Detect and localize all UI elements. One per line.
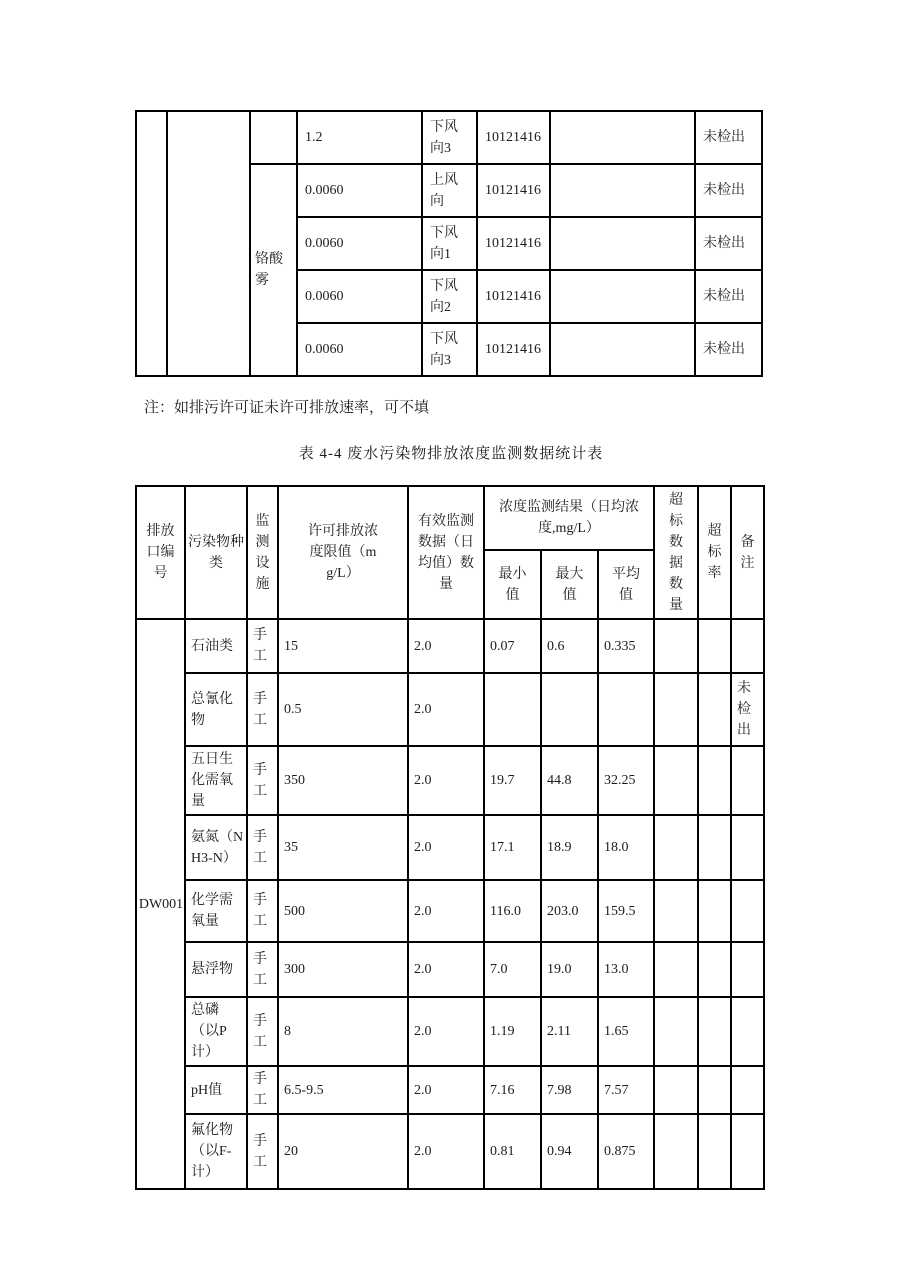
avg-cell: 159.5 [598,880,654,942]
remark-cell [731,815,764,880]
exceed-count-cell [654,673,698,746]
dates-cell: 10121416 [477,323,550,376]
header-exceed-count [654,486,698,619]
header-avg [598,550,654,619]
count-cell: 2.0 [408,1066,484,1114]
max-cell: 18.9 [541,815,598,880]
avg-cell: 0.875 [598,1114,654,1189]
facility-cell: 手工 [247,1066,278,1114]
document-page [135,0,767,1190]
header-text: 超标数据数量 [668,492,683,613]
exceed-rate-cell [698,815,731,880]
exceed-rate-cell [698,619,731,673]
avg-cell: 1.65 [598,997,654,1066]
facility-cell: 手工 [247,997,278,1066]
cell-text: 下风向3 [430,119,458,156]
max-cell: 203.0 [541,880,598,942]
max-cell: 2.11 [541,997,598,1066]
remark-cell [731,1114,764,1189]
outlet-id-cell: DW001 [136,619,185,1189]
header-text: 监测设施 [255,513,270,592]
limit-cell: 300 [278,942,408,997]
avg-cell: 7.57 [598,1066,654,1114]
exceed-rate-cell [698,673,731,746]
avg-cell: 32.25 [598,746,654,815]
sampling-position-cell [422,217,477,270]
limit-cell: 35 [278,815,408,880]
remark-cell: 未检出 [695,323,762,376]
limit-cell: 0.5 [278,673,408,746]
table-row [136,942,764,997]
air-emission-monitoring-table [135,110,763,377]
rate-limit-cell: 0.0060 [297,164,422,217]
limit-cell: 8 [278,997,408,1066]
avg-cell [598,673,654,746]
header-result-group [484,486,654,550]
pollutant-cell: 总磷（以P计） [185,997,247,1066]
pollutant-group-cell [250,111,297,164]
max-cell [541,673,598,746]
header-max [541,550,598,619]
header-text: 有效监测数据（日均值）数量 [417,513,474,592]
spacer-cell [136,111,167,376]
header-text: 许可排放浓度限值（mg/L） [308,524,378,581]
count-cell: 2.0 [408,942,484,997]
avg-cell: 0.335 [598,619,654,673]
header-min [484,550,541,619]
header-text: 浓度监测结果（日均浓度,mg/L） [498,500,639,536]
table-row [136,673,764,746]
exceed-count-cell [654,997,698,1066]
limit-cell: 15 [278,619,408,673]
limit-cell: 20 [278,1114,408,1189]
min-cell: 0.07 [484,619,541,673]
cell-text: 下风向1 [430,225,458,262]
exceed-rate-cell [698,880,731,942]
result-cell [550,270,695,323]
result-cell [550,217,695,270]
count-cell: 2.0 [408,673,484,746]
avg-cell: 18.0 [598,815,654,880]
min-cell [484,673,541,746]
table-footnote: 注：如排污许可证未许可排放速率，可不填 [144,400,430,416]
table-row [136,997,764,1066]
remark-cell [731,942,764,997]
cell-text: 上风向 [430,172,458,209]
exceed-rate-cell [698,942,731,997]
table-row [136,619,764,673]
limit-cell: 500 [278,880,408,942]
exceed-rate-cell [698,746,731,815]
remark-cell [731,619,764,673]
facility-cell: 手工 [247,619,278,673]
header-text: 排放口编号 [146,524,175,581]
pollutant-cell: 氟化物（以F-计） [185,1114,247,1189]
facility-cell: 手工 [247,880,278,942]
sampling-position-cell [422,323,477,376]
exceed-count-cell [654,815,698,880]
max-cell: 19.0 [541,942,598,997]
limit-cell: 350 [278,746,408,815]
min-cell: 7.16 [484,1066,541,1114]
header-pollutant-type: 污染物种类 [185,486,247,619]
pollutant-cell: 化学需氧量 [185,880,247,942]
exceed-rate-cell [698,1114,731,1189]
cell-text: 下风向3 [430,331,458,368]
rate-limit-cell: 1.2 [297,111,422,164]
exceed-count-cell [654,1066,698,1114]
facility-cell: 手工 [247,942,278,997]
pollutant-cell: 总氰化物 [185,673,247,746]
pollutant-cell: 氨氮（NH3-N） [185,815,247,880]
avg-cell: 13.0 [598,942,654,997]
rate-limit-cell: 0.0060 [297,270,422,323]
header-outlet-id [136,486,185,619]
pollutant-cell: pH值 [185,1066,247,1114]
pollutant-cell: 石油类 [185,619,247,673]
result-cell [550,111,695,164]
remark-cell: 未检出 [695,270,762,323]
table-header-row [136,486,764,550]
header-text: 最小值 [498,566,527,603]
remark-cell: 未检出 [731,673,764,746]
count-cell: 2.0 [408,815,484,880]
table-4-4-title: 表 4-4 废水污染物排放浓度监测数据统计表 [298,446,604,462]
sampling-position-cell [422,270,477,323]
exceed-rate-cell [698,1066,731,1114]
exceed-count-cell [654,746,698,815]
min-cell: 116.0 [484,880,541,942]
max-cell: 44.8 [541,746,598,815]
remark-cell [731,746,764,815]
dates-cell: 10121416 [477,111,550,164]
min-cell: 19.7 [484,746,541,815]
count-cell: 2.0 [408,746,484,815]
pollutant-group-cell: 铬酸雾 [250,164,297,376]
result-cell [550,323,695,376]
exceed-count-cell [654,880,698,942]
table-row [136,815,764,880]
pollutant-cell: 悬浮物 [185,942,247,997]
result-cell [550,164,695,217]
max-cell: 0.94 [541,1114,598,1189]
remark-cell [731,880,764,942]
remark-cell: 未检出 [695,164,762,217]
table-row [136,111,762,164]
table-row [136,1066,764,1114]
table-row [136,746,764,815]
facility-cell: 手工 [247,673,278,746]
table-row [136,1114,764,1189]
remark-cell [731,1066,764,1114]
min-cell: 1.19 [484,997,541,1066]
remark-cell: 未检出 [695,111,762,164]
header-text: 超标率 [707,524,722,581]
max-cell: 7.98 [541,1066,598,1114]
rate-limit-cell: 0.0060 [297,217,422,270]
wastewater-monitoring-table [135,485,765,1190]
header-permitted-limit [278,486,408,619]
header-text: 最大值 [555,566,584,603]
exceed-rate-cell [698,997,731,1066]
sampling-position-cell [422,111,477,164]
facility-cell: 手工 [247,815,278,880]
min-cell: 17.1 [484,815,541,880]
header-exceed-rate [698,486,731,619]
exceed-count-cell [654,942,698,997]
header-valid-data-count [408,486,484,619]
facility-cell: 手工 [247,1114,278,1189]
count-cell: 2.0 [408,880,484,942]
header-monitoring-facility [247,486,278,619]
count-cell: 2.0 [408,997,484,1066]
max-cell: 0.6 [541,619,598,673]
facility-cell: 手工 [247,746,278,815]
exceed-count-cell [654,619,698,673]
exceed-count-cell [654,1114,698,1189]
remark-cell [731,997,764,1066]
dates-cell: 10121416 [477,270,550,323]
dates-cell: 10121416 [477,217,550,270]
header-remark [731,486,764,619]
sampling-position-cell [422,164,477,217]
header-text: 平均值 [612,566,640,603]
min-cell: 7.0 [484,942,541,997]
spacer-cell [167,111,250,376]
min-cell: 0.81 [484,1114,541,1189]
count-cell: 2.0 [408,1114,484,1189]
remark-cell: 未检出 [695,217,762,270]
rate-limit-cell: 0.0060 [297,323,422,376]
header-text: 备注 [740,534,755,571]
count-cell: 2.0 [408,619,484,673]
limit-cell: 6.5-9.5 [278,1066,408,1114]
cell-text: 下风向2 [430,278,458,315]
table-row [136,880,764,942]
pollutant-cell: 五日生化需氧量 [185,746,247,815]
dates-cell: 10121416 [477,164,550,217]
